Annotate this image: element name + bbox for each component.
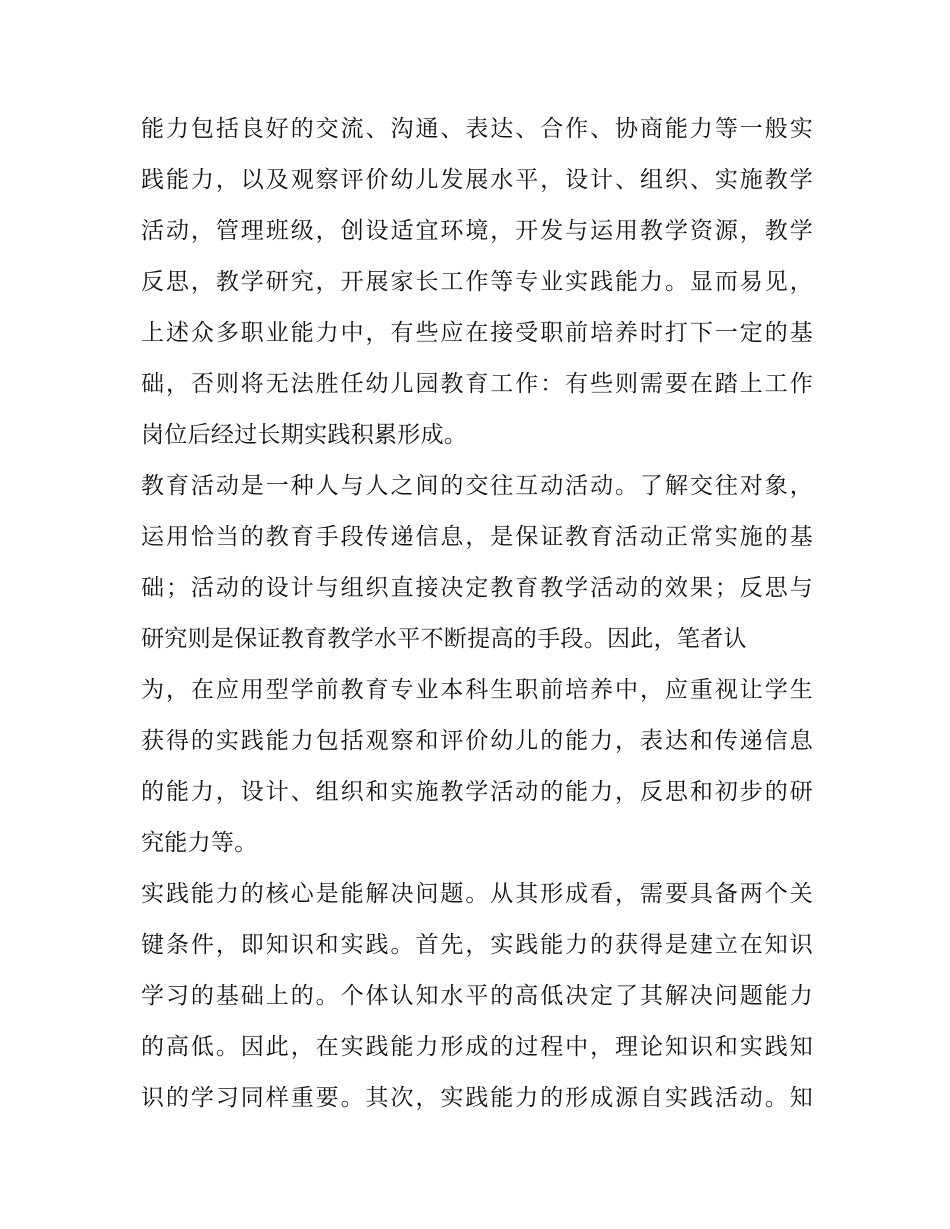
text-line: 础，否则将无法胜任幼儿园教育工作：有些则需要在踏上工作	[141, 371, 813, 397]
text-line: 运用恰当的教育手段传递信息，是保证教育活动正常实施的基	[141, 524, 813, 550]
document-body	[141, 104, 813, 1124]
text-line: 为，在应用型学前教育专业本科生职前培养中，应重视让学生	[141, 677, 813, 703]
text-line: 上述众多职业能力中，有些应在接受职前培养时打下一定的基	[141, 320, 813, 346]
text-line: 究能力等。	[141, 830, 258, 856]
text-line: 的能力，设计、组织和实施教学活动的能力，反思和初步的研	[141, 779, 813, 805]
text-line: 础；活动的设计与组织直接决定教育教学活动的效果；反思与	[141, 575, 813, 601]
text-line: 岗位后经过长期实践积累形成。	[141, 422, 468, 448]
paragraph-2	[141, 461, 813, 869]
paragraph-1	[141, 104, 813, 461]
text-line: 识的学习同样重要。其次，实践能力的形成源自实践活动。知	[141, 1085, 813, 1111]
text-line: 教育活动是一种人与人之间的交往互动活动。了解交往对象，	[141, 473, 813, 499]
text-line: 学习的基础上的。个体认知水平的高低决定了其解决问题能力	[141, 983, 813, 1009]
paragraph-3	[141, 869, 813, 1124]
text-line: 反思，教学研究，开展家长工作等专业实践能力。显而易见，	[141, 269, 813, 295]
text-line: 践能力，以及观察评价幼儿发展水平，设计、组织、实施教学	[141, 167, 813, 193]
text-line: 键条件，即知识和实践。首先，实践能力的获得是建立在知识	[141, 932, 813, 958]
text-line: 的高低。因此，在实践能力形成的过程中，理论知识和实践知	[141, 1034, 813, 1060]
text-line: 研究则是保证教育教学水平不断提高的手段。因此，笔者认	[141, 626, 747, 652]
text-line: 能力包括良好的交流、沟通、表达、合作、协商能力等一般实	[141, 116, 813, 142]
text-line: 活动，管理班级，创设适宜环境，开发与运用教学资源，教学	[141, 218, 813, 244]
text-line: 实践能力的核心是能解决问题。从其形成看，需要具备两个关	[141, 881, 813, 907]
text-line: 获得的实践能力包括观察和评价幼儿的能力，表达和传递信息	[141, 728, 813, 754]
